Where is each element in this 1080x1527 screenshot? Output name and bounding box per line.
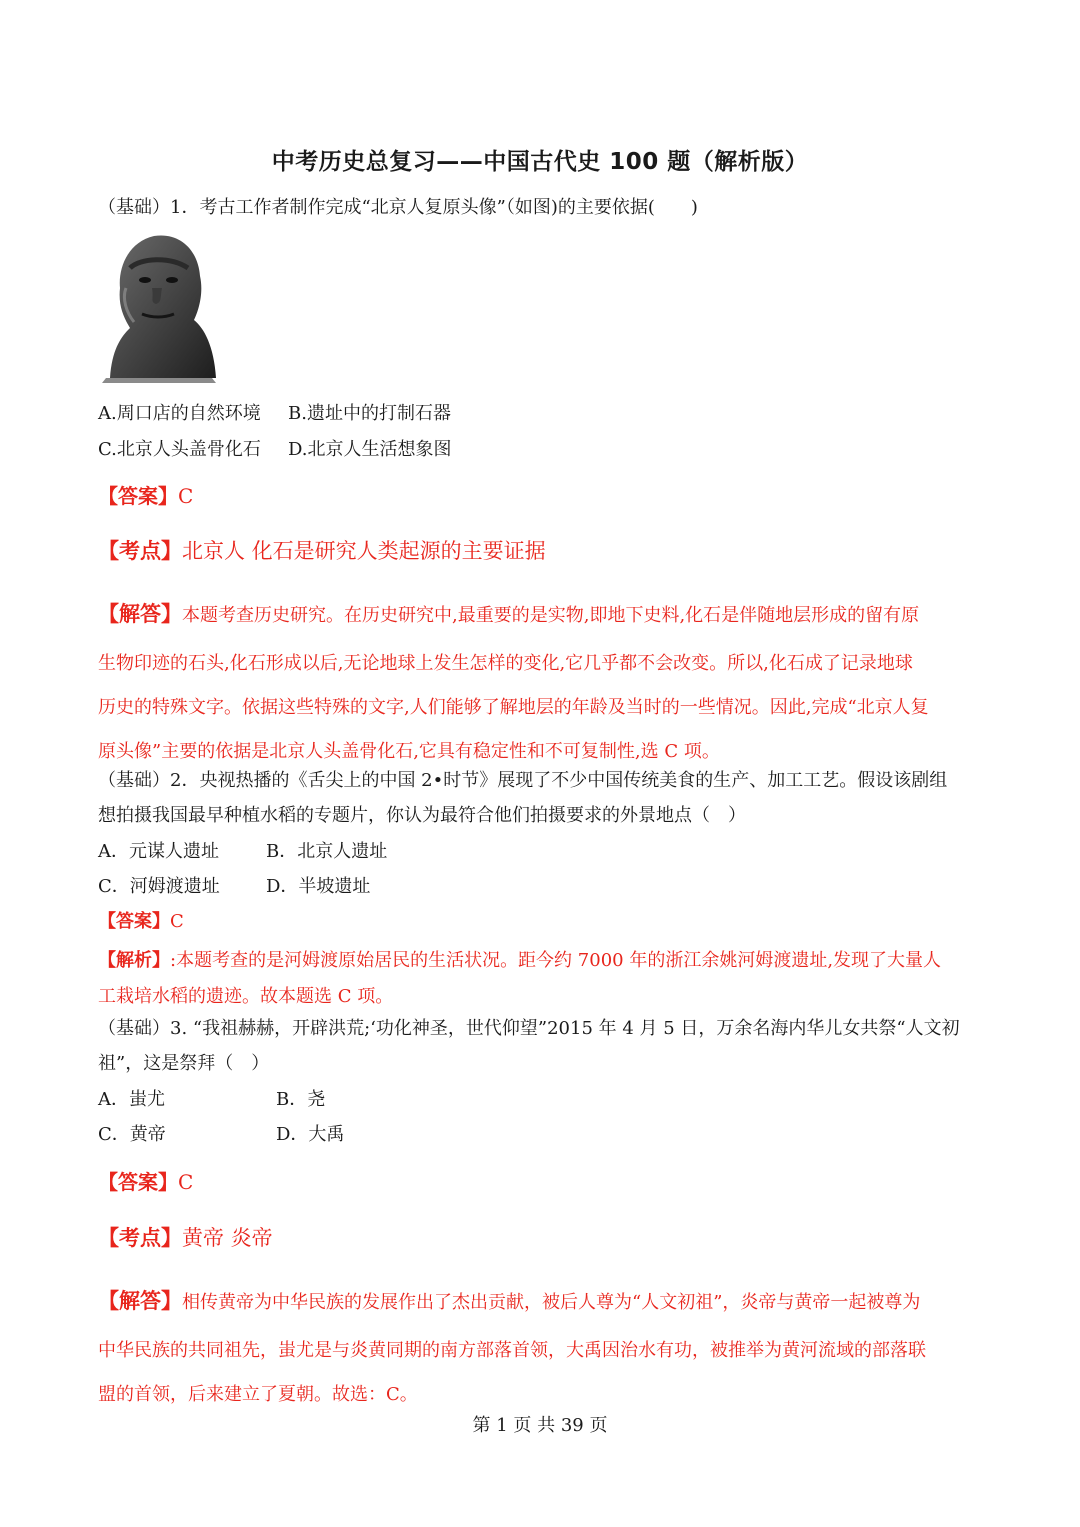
q3-explain-line-1: 相传黄帝为中华民族的发展作出了杰出贡献，被后人尊为“人文初祖”，炎帝与黄帝一起被尊为 xyxy=(182,1292,921,1313)
q2-option-a: A．元谋人遗址 xyxy=(98,841,219,862)
q3-point-tag: 【考点】 xyxy=(98,1225,182,1250)
q1-explanation xyxy=(98,592,982,774)
q2-answer xyxy=(98,907,184,933)
q3-stem-line-2: 祖”，这是祭拜（ ） xyxy=(98,1053,270,1074)
q1-point xyxy=(98,535,546,565)
q3-point xyxy=(98,1222,273,1252)
q2-explain-line-2: 工栽培水稻的遗迹。故本题选 C 项。 xyxy=(98,986,394,1007)
q3-option-a: A．蚩尤 xyxy=(98,1089,165,1110)
q2-option-c: C．河姆渡遗址 xyxy=(98,876,220,897)
q2-explain-tag: 【解析】 xyxy=(98,950,170,971)
q3-option-c: C．黄帝 xyxy=(98,1124,166,1145)
q3-stem-line-1: （基础）3. “我祖赫赫，开辟洪荒;‘功化神圣，世代仰望”2015 年 4 月 5 日，万余名海内华儿女共祭“人文初 xyxy=(98,1018,960,1039)
q3-explain-line-2: 中华民族的共同祖先，蚩尤是与炎黄同期的南方部落首领，大禹因治水有功，被推举为黄河流域的部落联 xyxy=(98,1340,926,1361)
q1-explain-line-3: 历史的特殊文字。依据这些特殊的文字,人们能够了解地层的年龄及当时的一些情况。因此,完成“北京人复 xyxy=(98,697,929,718)
q2-answer-value: C xyxy=(170,911,184,932)
q3-explain-tag: 【解答】 xyxy=(98,1288,182,1313)
q3-answer-value: C xyxy=(178,1170,194,1194)
q1-explain-line-4: 原头像”主要的依据是北京人头盖骨化石,它具有稳定性和不可复制性,选 C 项。 xyxy=(98,741,720,762)
q2-explanation xyxy=(98,943,982,1015)
q3-point-text: 黄帝 炎帝 xyxy=(182,1226,273,1250)
q2-stem-line-2: 想拍摄我国最早种植水稻的专题片，你认为最符合他们拍摄要求的外景地点（ ） xyxy=(98,805,746,826)
q3-answer-tag: 【答案】 xyxy=(98,1170,178,1194)
q1-answer-tag: 【答案】 xyxy=(98,484,178,508)
q1-explain-line-1: 本题考查历史研究。在历史研究中,最重要的是实物,即地下史料,化石是伴随地层形成的留有原 xyxy=(182,605,920,626)
q1-stem: （基础）1．考古工作者制作完成“北京人复原头像”（如图)的主要依据( ) xyxy=(98,197,698,218)
q3-explanation xyxy=(98,1276,982,1420)
q1-point-text: 北京人 化石是研究人类起源的主要证据 xyxy=(182,539,546,563)
q1-option-d: D.北京人生活想象图 xyxy=(288,439,452,460)
q1-answer xyxy=(98,480,193,509)
q3-option-b: B．尧 xyxy=(276,1089,326,1110)
q1-answer-value: C xyxy=(178,484,194,508)
q1-option-b: B.遗址中的打制石器 xyxy=(288,403,451,424)
q2-stem-line-1: （基础）2．央视热播的《舌尖上的中国 2•时节》展现了不少中国传统美食的生产、加工工艺。假设该剧组 xyxy=(98,770,948,791)
q2-explain-line-1: :本题考查的是河姆渡原始居民的生活状况。距今约 7000 年的浙江余姚河姆渡遗址,发现了大量人 xyxy=(170,950,942,971)
document-title: 中考历史总复习——中国古代史 100 题（解析版） xyxy=(271,149,809,175)
page-footer: 第 1 页 共 39 页 xyxy=(472,1415,608,1436)
q1-point-tag: 【考点】 xyxy=(98,538,182,563)
q2-option-b: B．北京人遗址 xyxy=(266,841,388,862)
q1-option-c: C.北京人头盖骨化石 xyxy=(98,439,261,460)
q3-answer xyxy=(98,1166,193,1195)
q3-option-d: D．大禹 xyxy=(276,1124,345,1145)
q2-option-d: D．半坡遗址 xyxy=(266,876,371,897)
q1-option-a: A.周口店的自然环境 xyxy=(98,403,261,424)
q2-answer-tag: 【答案】 xyxy=(98,911,170,932)
peking-man-bust-image xyxy=(100,228,220,386)
q3-explain-line-3: 盟的首领，后来建立了夏朝。故选：C。 xyxy=(98,1384,418,1405)
q1-explain-line-2: 生物印迹的石头,化石形成以后,无论地球上发生怎样的变化,它几乎都不会改变。所以,化石成了记录地球 xyxy=(98,653,913,674)
q1-explain-tag: 【解答】 xyxy=(98,601,182,626)
